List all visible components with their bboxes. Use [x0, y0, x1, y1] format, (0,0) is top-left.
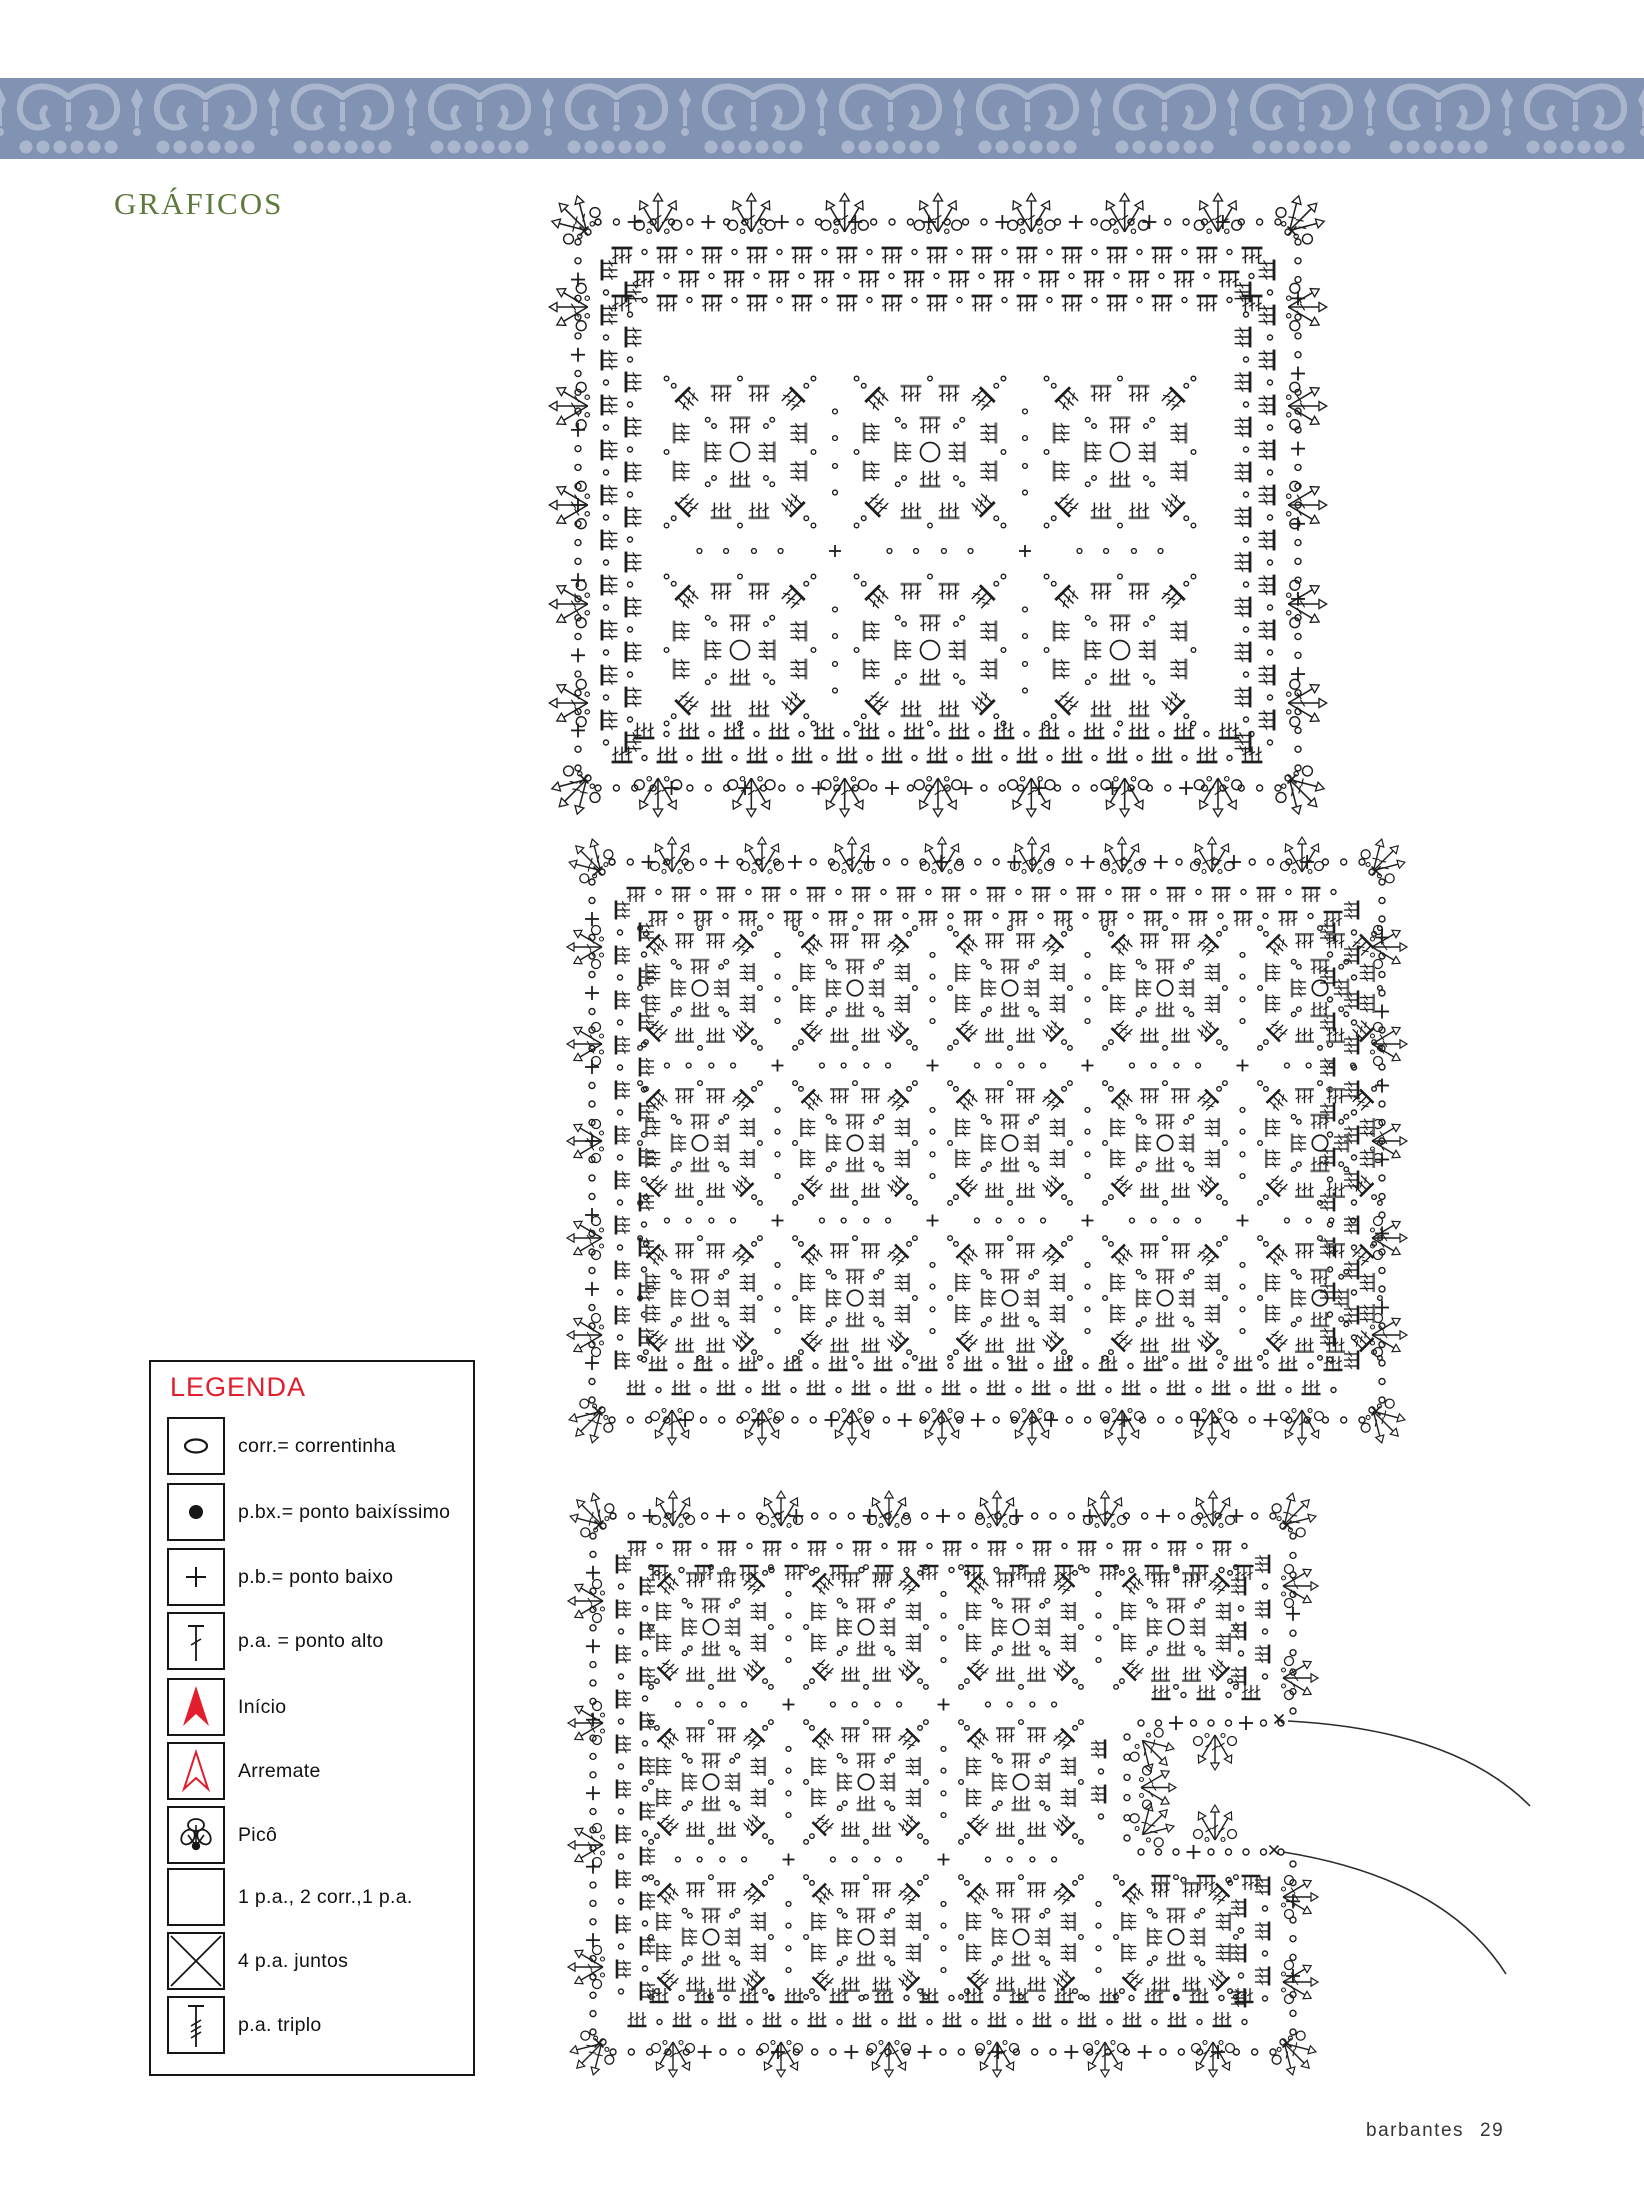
legend-item-label: 1 p.a., 2 corr.,1 p.a. [238, 1885, 413, 1908]
treble-icon [167, 1612, 225, 1670]
legend-item-single-plus [167, 1548, 393, 1606]
legend-panel [149, 1360, 475, 2076]
legend-item-label: 4 p.a. juntos [238, 1949, 349, 1972]
legend-item-finish-arrow [167, 1742, 321, 1800]
chart-1-diagram [542, 186, 1333, 823]
legend-item-label: p.a. triplo [238, 2013, 322, 2036]
legend-item-label: p.bx.= ponto baixíssimo [238, 1500, 451, 1523]
legend-item-start-arrow [167, 1678, 286, 1736]
treble-triple-icon [167, 1996, 225, 2054]
empty-box-icon [167, 1868, 225, 1926]
x-cluster-icon [167, 1932, 225, 1990]
legend-item-treble [167, 1612, 384, 1670]
start-arrow-icon [167, 1678, 225, 1736]
legend-item-label: corr.= correntinha [238, 1434, 396, 1457]
legend-item-chain-oval [167, 1417, 396, 1475]
chart-3-diagram [562, 1485, 1530, 2084]
footer-brand: barbantes [1366, 2120, 1465, 2141]
page-footer [1366, 2120, 1504, 2142]
slip-stitch-dot-icon [167, 1483, 225, 1541]
finish-arrow-icon [167, 1742, 225, 1800]
legend-item-label: p.a. = ponto alto [238, 1629, 384, 1652]
footer-page-number: 29 [1480, 2120, 1505, 2141]
chain-oval-icon [167, 1417, 225, 1475]
legend-item-x-cluster [167, 1932, 348, 1990]
legend-item-picot [167, 1806, 277, 1864]
legend-item-label: Arremate [238, 1759, 321, 1782]
legend-title: LEGENDA [170, 1372, 307, 1402]
legend-item-label: p.b.= ponto baixo [238, 1565, 394, 1588]
legend-item-label: Início [238, 1695, 287, 1718]
single-plus-icon [167, 1548, 225, 1606]
picot-icon [167, 1806, 225, 1864]
legend-item-label: Picô [238, 1823, 278, 1846]
legend-item-empty-box [167, 1868, 413, 1926]
legend-item-treble-triple [167, 1996, 322, 2054]
chart-2-diagram [561, 831, 1414, 1452]
legend-item-slip-stitch-dot [167, 1483, 450, 1541]
page-title: GRÁFICOS [114, 186, 284, 221]
